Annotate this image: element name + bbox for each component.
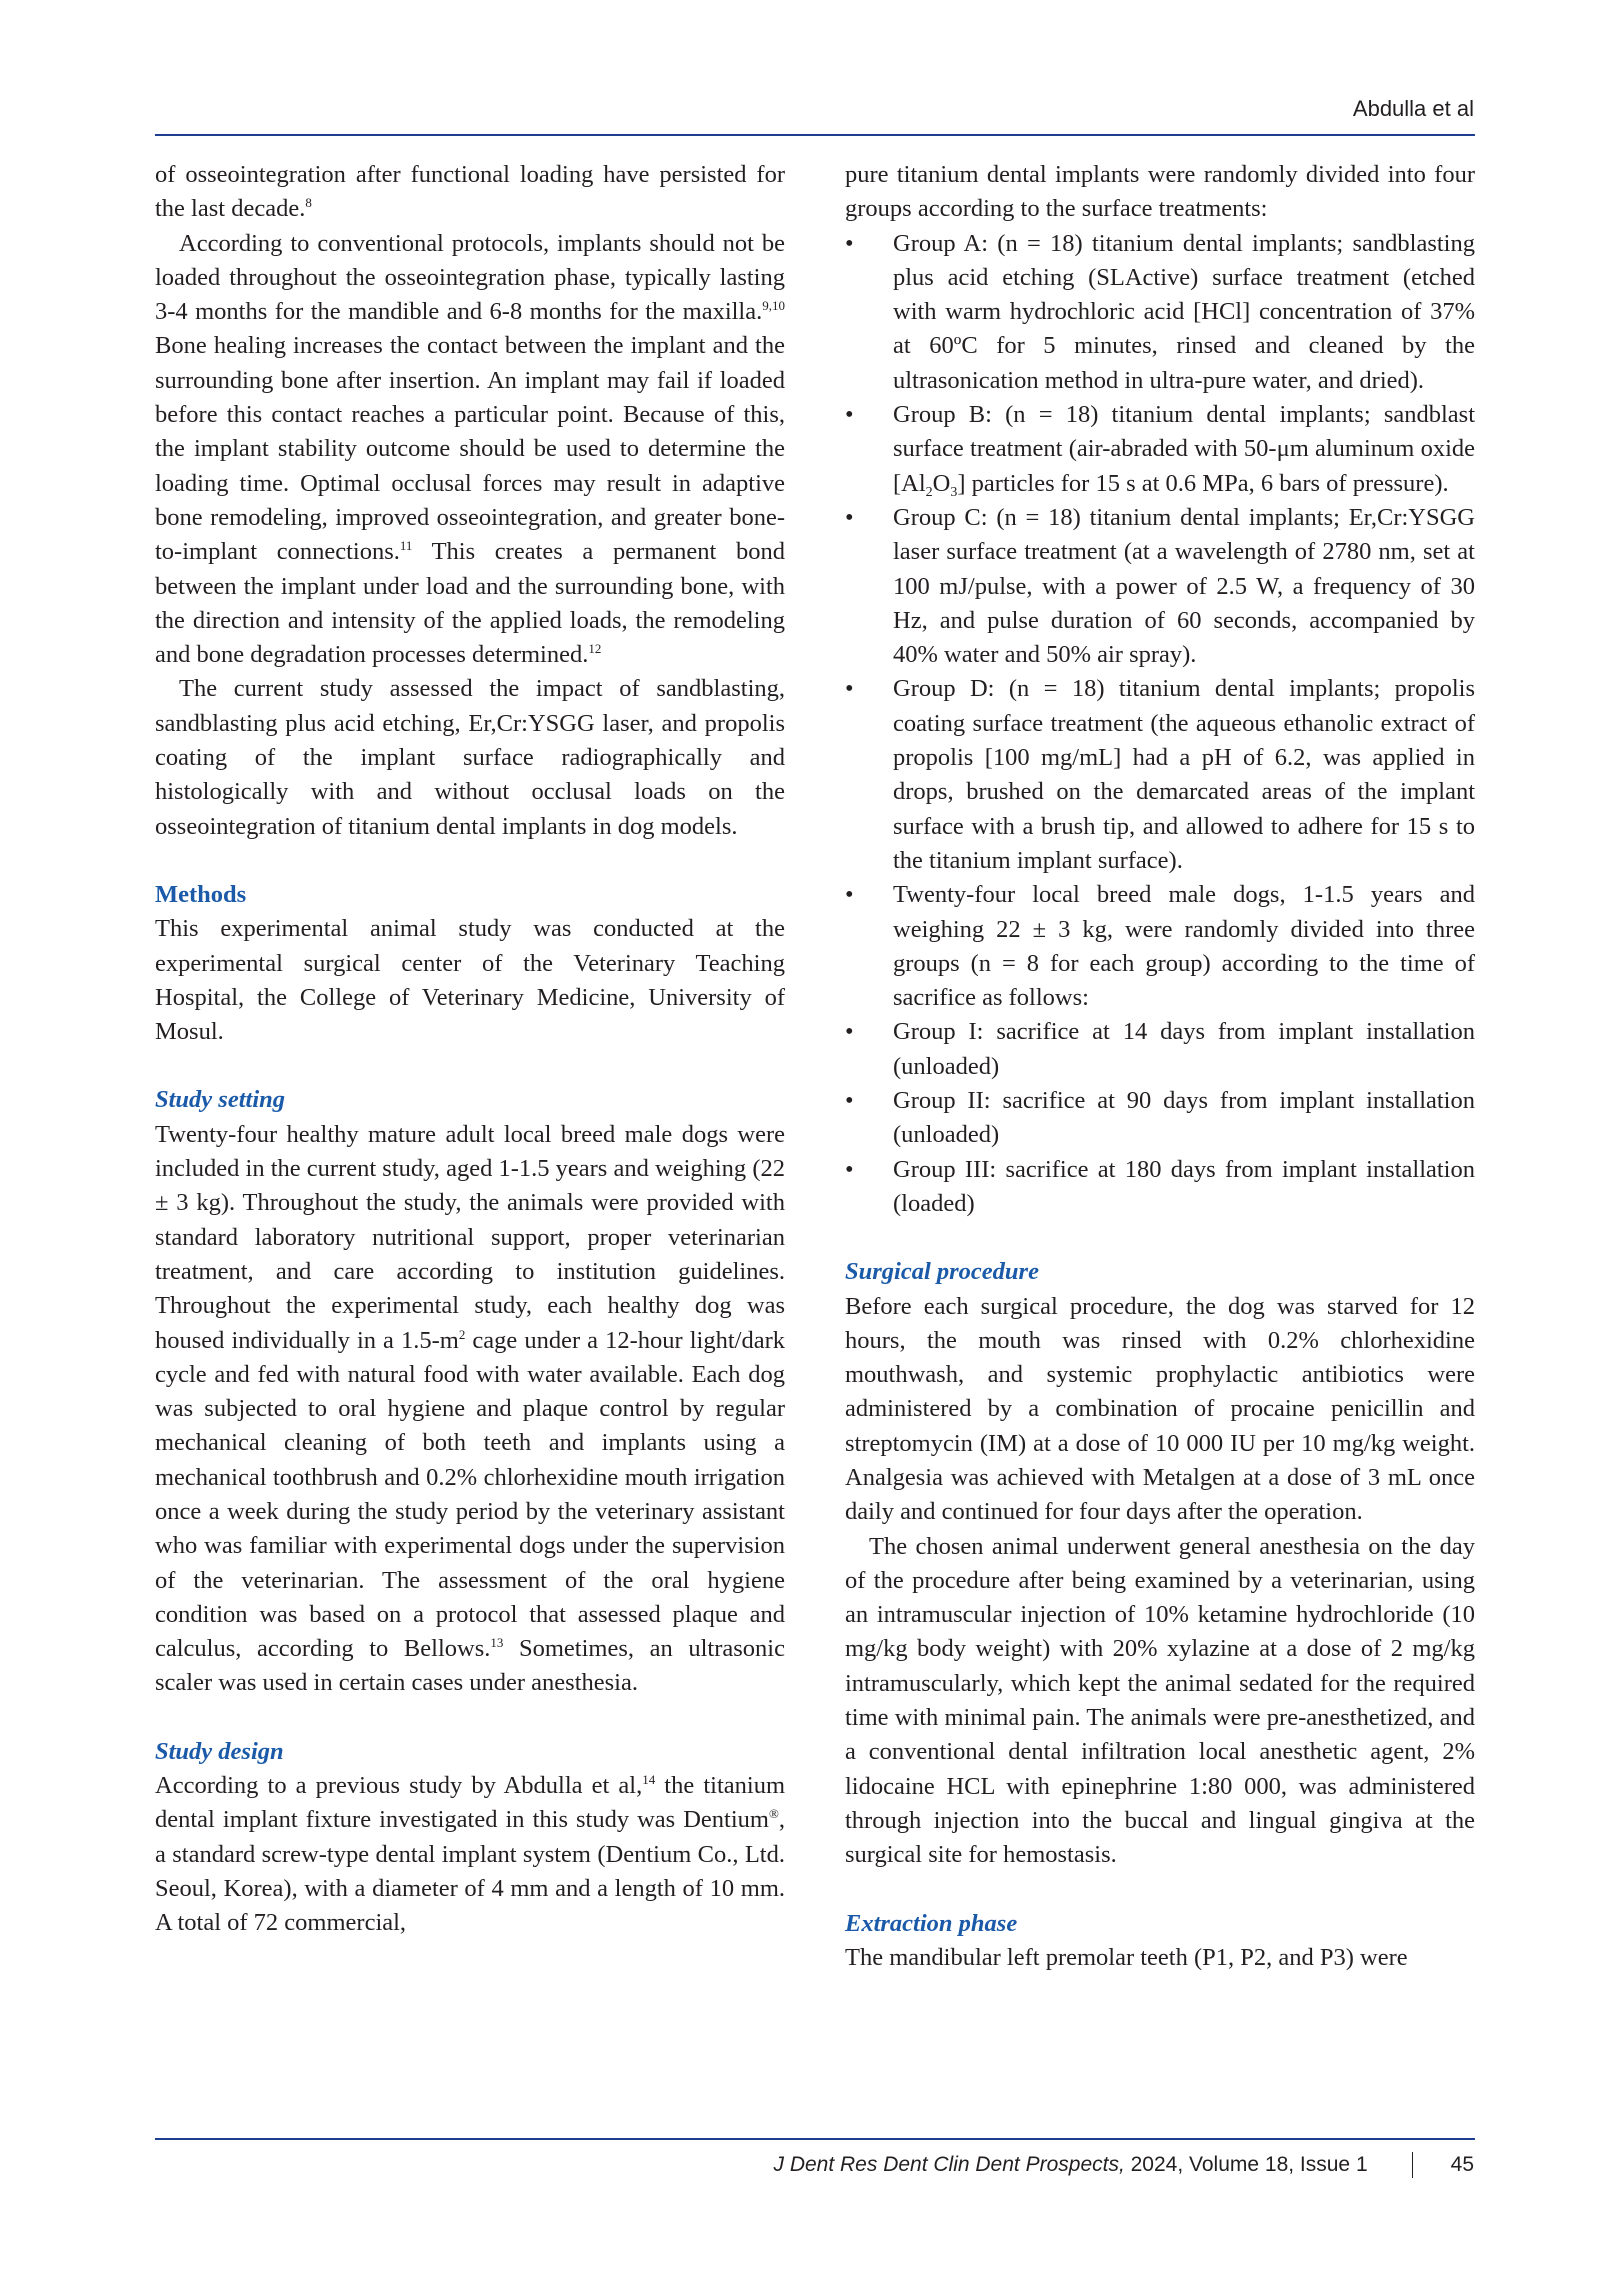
- paragraph-extraction: The mandibular left premolar teeth (P1, P2, and P3) were: [845, 1943, 1408, 1971]
- subsection-heading-study-setting: Study setting: [155, 1086, 286, 1114]
- subsection-heading-surgical-procedure: Surgical procedure: [845, 1258, 1039, 1286]
- header-divider: [155, 134, 1475, 136]
- subsection-heading-extraction-phase: Extraction phase: [845, 1909, 1018, 1937]
- journal-issue: 2024, Volume 18, Issue 1: [1124, 2153, 1368, 2176]
- paragraph-methods: This experimental animal study was conducted at the experimental surgical center of the Veterinary Teaching Hospital, the College of Veterinary Medicine, University of Mosul.: [155, 915, 785, 1046]
- citation-ref[interactable]: 13: [490, 1635, 504, 1651]
- paragraph-study-design: According to a previous study by Abdulla et al,$^{14}$ the titanium dental implant fixture investigated in this study was Dentium®, a standard screw-type dental implant system (Dentium Co., Ltd. Seoul, Korea), with a diameter of 4 mm and a length of 10 mm. A total of 72 commercial,: [155, 1772, 785, 1937]
- list-item: • Group III: sacrifice at 180 days from implant installation (loaded): [845, 1155, 1475, 1217]
- paragraph-surgical-prep: Before each surgical procedure, the dog was starved for 12 hours, the mouth was rinsed with 0.2% chlorhexidine mouthwash, and systemic prophylactic antibiotics were administered by a combination of procaine penicillin and streptomycin (IM) at a dose of 10 000 IU per 10 mg/kg weight. Analgesia was achieved with Metalgen at a dose of 3 mL once daily and continued for four days after the operation.: [845, 1292, 1475, 1526]
- section-heading-methods: Methods: [155, 880, 247, 908]
- paragraph-loading-protocols: According to conventional protocols, implants should not be loaded throughout the osseointegration phase, typically lasting 3‑4 months for the mandible and 6‑8 months for the maxilla.$^{9,10}$ Bone healing increases the contact between the implant and the surrounding bone after insertion. An implant may fail if loaded before this contact reaches a particular point. Because of this, the implant stability outcome should be used to determine the loading time. Optimal occlusal forces may result in adaptive bone remodeling, improved osseointegration, and greater bone-to-implant connections.$^{11}$ This creates a permanent bond between the implant under load and the surrounding bone, with the direction and intensity of the applied loads, the remodeling and bone degradation processes determined.$^{12}$: [155, 229, 785, 669]
- list-item: • Group C: (n = 18) titanium dental implants; Er,Cr:YSGG laser surface treatment (at a wavelength of 2780 nm, set at 100 mJ/pulse, with a power of 2.5 W, a frequency of 30 Hz, and pulse duration of 60 seconds, accompanied by 40% water and 50% air spray).: [845, 503, 1475, 669]
- paragraph-study-setting: Twenty-four healthy mature adult local breed male dogs were included in the current study, aged 1‑1.5 years and weighing (22 ± 3 kg). Throughout the study, the animals were provided with standard laboratory nutritional support, proper veterinarian treatment, and care according to institution guidelines. Throughout the experimental study, each healthy dog was housed individually in a $1.5-m^2$ cage under a 12-hour light/dark cycle and fed with natural food with water available. Each dog was subjected to oral hygiene and plaque control by regular mechanical cleaning of both teeth and implants using a mechanical toothbrush and 0.2% chlorhexidine mouth irrigation once a week during the study period by the veterinary assistant who was familiar with experimental dogs under the supervision of the veterinarian. The assessment of the oral hygiene condition was based on a protocol that assessed plaque and calculus, according to Bellows.$^{13}$ Sometimes, an ultrasonic scaler was used in certain cases under anesthesia.: [155, 1120, 786, 1697]
- list-item: • Group A: (n = 18) titanium dental implants; sandblasting plus acid etching (SLActive) surface treatment (etched with warm hydrochloric acid [HCl] concentration of 37% at 60ºC for 5 minutes, rinsed and cleaned by the ultrasonication method in ultra-pure water, and dried).: [845, 229, 1475, 394]
- paragraph-study-aim: The current study assessed the impact of sandblasting, sandblasting plus acid etching, Er,Cr:YSGG laser, and propolis coating of the implant surface radiographically and histologically with and without occlusal loads on the osseointegration of titanium dental implants in dog models.: [155, 675, 785, 840]
- list-item: • Group II: sacrifice at 90 days from implant installation (unloaded): [845, 1087, 1475, 1149]
- right-column: [845, 158, 1475, 1975]
- list-item: • Twenty-four local breed male dogs, 1‑1.5 years and weighing 22 ± 3 kg, were randomly divided into three groups (n = 8 for each group) according to the time of sacrifice as follows:: [845, 881, 1475, 1012]
- list-item: • Group I: sacrifice at 14 days from implant installation (unloaded): [845, 1018, 1475, 1080]
- paragraph-continuation: of osseointegration after functional loading have persisted for the last decade.$^8$: [155, 161, 785, 223]
- paragraph-anesthesia: The chosen animal underwent general anesthesia on the day of the procedure after being examined by a veterinarian, using an intramuscular injection of 10% ketamine hydrochloride (10 mg/kg body weight) with 20% xylazine at a dose of 2 mg/kg intramuscularly, which kept the animal sedated for the required time with minimal pain. The animals were pre-anesthetized, and a conventional dental infiltration local anesthetic agent, 2% lidocaine HCL with epinephrine 1:80 000, was administered through injection into the buccal and lingual gingiva at the surgical site for hemostasis.: [845, 1532, 1475, 1869]
- paragraph-groups-intro: pure titanium dental implants were randomly divided into four groups according to the surface treatments:: [845, 161, 1475, 223]
- footer-divider: [155, 2138, 1475, 2140]
- citation-ref[interactable]: 9,10: [762, 298, 785, 314]
- footer-separator: [1412, 2152, 1413, 2178]
- page-footer: [773, 2152, 1474, 2178]
- citation-ref[interactable]: 11: [399, 538, 413, 554]
- citation-ref[interactable]: 8: [305, 195, 312, 211]
- citation-ref[interactable]: 12: [588, 641, 602, 657]
- left-column: [155, 158, 785, 1941]
- list-item: • Group D: (n = 18) titanium dental implants; propolis coating surface treatment (the aqueous ethanolic extract of propolis [100 mg/mL] had a pH of 6.2, was applied in drops, brushed on the demarcated areas of the implant surface with a brush tip, and allowed to adhere for 15 s to the titanium implant surface).: [845, 675, 1475, 874]
- subsection-heading-study-design: Study design: [155, 1737, 284, 1765]
- journal-name: J Dent Res Dent Clin Dent Prospects,: [773, 2153, 1125, 2176]
- list-item: • Group B: (n = 18) titanium dental implants; sandblast surface treatment (air-abraded with 50-μm aluminum oxide $[Al_2O_3]$ particles for 15 s at 0.6 MPa, 6 bars of pressure).: [845, 401, 1475, 500]
- running-header-author: Abdulla et al: [1352, 96, 1474, 121]
- page-number: 45: [1450, 2153, 1474, 2176]
- surface-treatment-list: [845, 227, 1475, 1222]
- citation-ref[interactable]: 14: [642, 1772, 656, 1788]
